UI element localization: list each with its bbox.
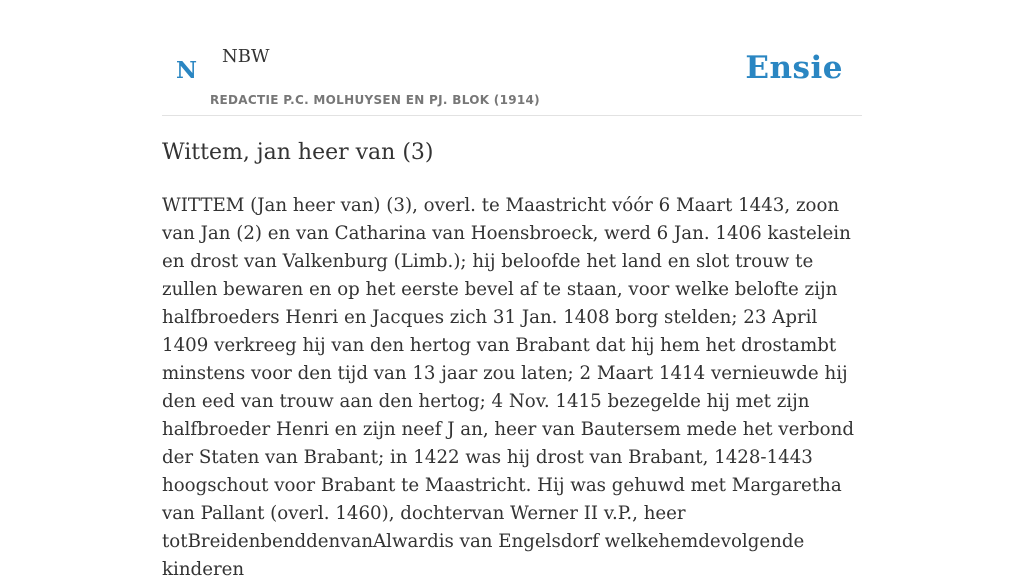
source-subtitle: REDACTIE P.C. MOLHUYSEN EN PJ. BLOK (1914) bbox=[210, 93, 540, 107]
article-card bbox=[162, 0, 862, 580]
article-body: WITTEM (Jan heer van) (3), overl. te Maastricht vóór 6 Maart 1443, zoon van Jan (2) en van Catharina van Hoensbroeck, werd 6 Jan. 1406 kastelein en drost van Valkenburg (Limb.); hij beloofde het land en slot trouw te zullen bewaren en op het eerste bevel af te staan, voor welke belofte zijn halfbroeders Henri en Jacques zich 31 Jan. 1408 borg stelden; 23 April 1409 verkreeg hij van den hertog van Brabant dat hij hem het drostambt minstens voor den tijd van 13 jaar zou laten; 2 Maart 1414 vernieuwde hij den eed van trouw aan den hertog; 4 Nov. 1415 bezegelde hij met zijn halfbroeder Henri en zijn neef J an, heer van Bautersem mede het verbond der Staten van Brabant; in 1422 was hij drost van Brabant, 1428-1443 hoogschout voor Brabant te Maastricht. Hij was gehuwd met Margaretha van Pallant (overl. 1460), dochtervan Werner II v.P., heer totBreidenbenddenvanAlwardis van Engelsdorf welkehemdevolgende kinderen bbox=[162, 195, 854, 580]
source-logo-icon[interactable]: N bbox=[176, 57, 198, 84]
page-title: Wittem, jan heer van (3) bbox=[162, 140, 434, 165]
source-name[interactable]: NBW bbox=[222, 46, 270, 67]
header bbox=[162, 0, 862, 116]
brand-logo[interactable]: Ensie bbox=[745, 50, 843, 86]
